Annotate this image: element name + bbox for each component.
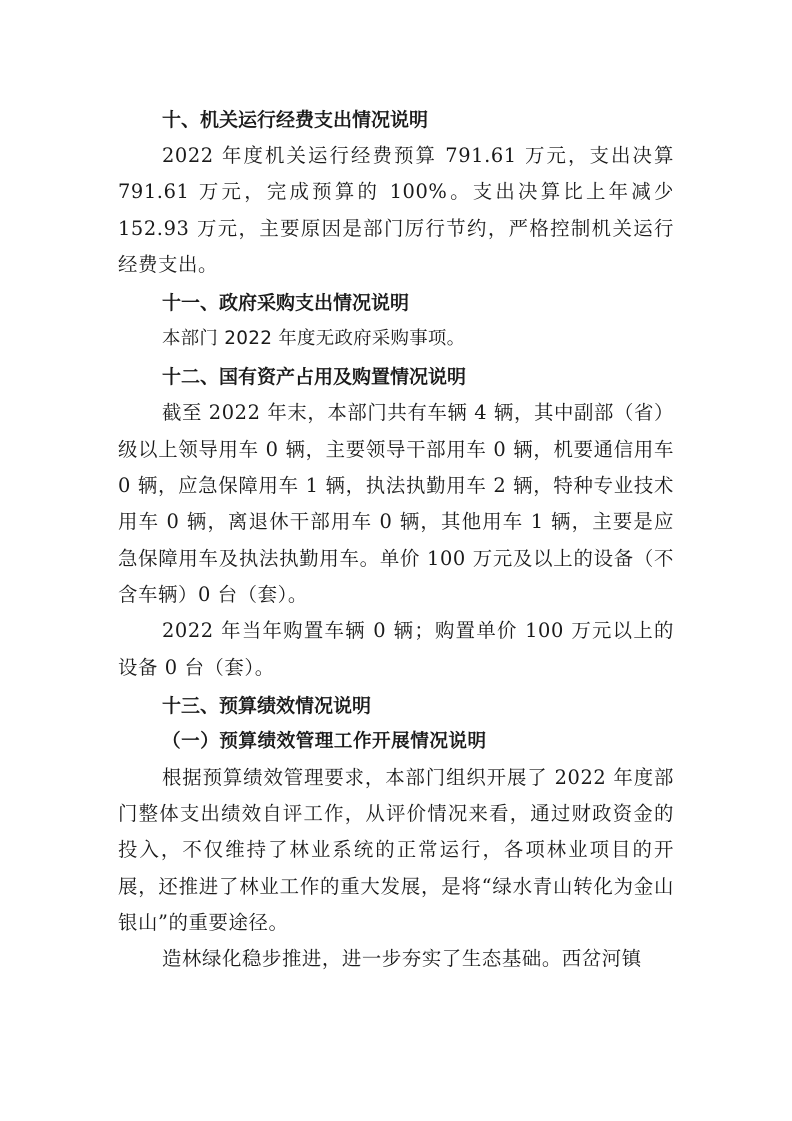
section-13-subheading: （一）预算绩效管理工作开展情况说明 [162,730,487,752]
section-13-paragraph-afforestation: 造林绿化稳步推进，进一步夯实了生态基础。西岔河镇 [162,947,642,971]
section-11-paragraph: 本部门 2022 年度无政府采购事项。 [162,328,466,350]
section-12-paragraph-purchases: 2022 年当年购置车辆 0 辆；购置单价 100 万元以上的设备 0 台（套）。 [118,619,674,679]
section-10-heading: 十、机关运行经费支出情况说明 [162,109,429,131]
section-13-heading: 十三、预算绩效情况说明 [162,694,372,717]
section-11-heading: 十一、政府采购支出情况说明 [162,292,410,315]
document-body [118,102,674,978]
section-10-paragraph: 2022 年度机关运行经费预算 791.61 万元，支出决算 791.61 万元，完成预算的 100%。支出决算比上年减少 152.93 万元，主要原因是部门厉行节约，严格控制机关运行经费支出。 [118,144,674,276]
section-12-paragraph-vehicles: 截至 2022 年末，本部门共有车辆 4 辆，其中副部（省）级以上领导用车 0 辆，主要领导干部用车 0 辆，机要通信用车 0 辆，应急保障用车 1 辆，执法执勤用车 2 辆，特种专业技术用车 0 辆，离退休干部用车 0 辆，其他用车 1 辆，主要是应急保障用车及执法执勤用车。单价 100 万元及以上的设备（不含车辆）0 台（套）。 [118,401,674,606]
section-13-paragraph-evaluation: 根据预算绩效管理要求，本部门组织开展了 2022 年度部门整体支出绩效自评工作，从评价情况来看，通过财政资金的投入，不仅维持了林业系统的正常运行，各项林业项目的开展，还推进了林业工作的重大发展，是将“绿水青山转化为金山银山”的重要途径。 [118,765,674,935]
section-12-heading: 十二、国有资产占用及购置情况说明 [162,366,467,389]
